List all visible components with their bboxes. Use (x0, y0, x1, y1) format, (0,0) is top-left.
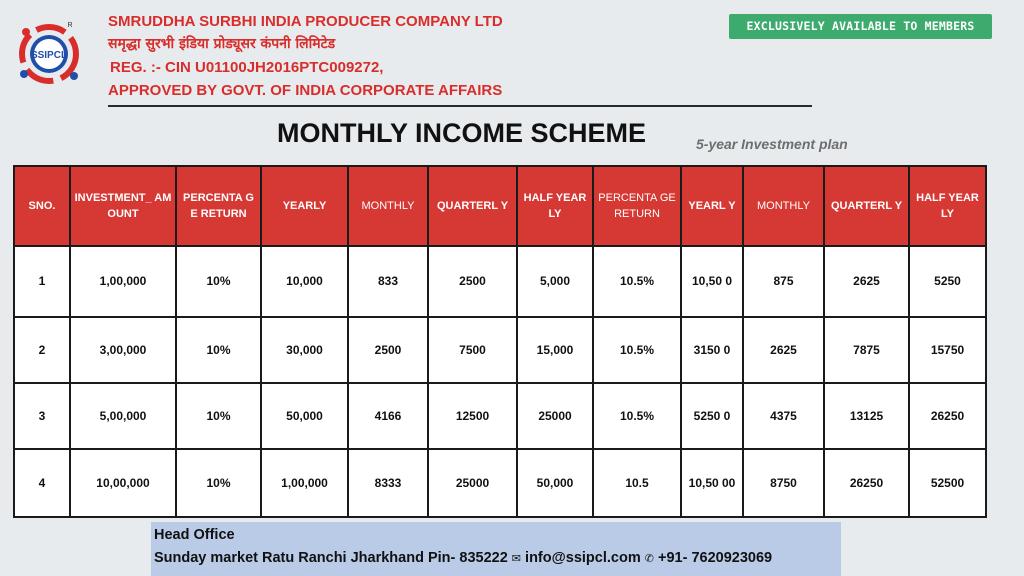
table-cell: 10.5 (593, 449, 681, 517)
header-divider (108, 105, 812, 107)
members-badge: EXCLUSIVELY AVAILABLE TO MEMBERS (729, 14, 992, 39)
page-subtitle: 5-year Investment plan (696, 136, 848, 152)
table-cell: 10,00,000 (70, 449, 176, 517)
table-header-row (14, 166, 986, 246)
table-cell: 50,000 (261, 383, 348, 449)
table-row (14, 383, 986, 449)
table-cell: 10% (176, 383, 261, 449)
table-cell: 13125 (824, 383, 909, 449)
table-cell: 10% (176, 317, 261, 383)
table-cell: 10,50 00 (681, 449, 743, 517)
table-cell: 4 (14, 449, 70, 517)
table-cell: 10.5% (593, 246, 681, 317)
table-cell: 15750 (909, 317, 986, 383)
table-cell: 1,00,000 (261, 449, 348, 517)
table-cell: 7875 (824, 317, 909, 383)
table-cell: 26250 (824, 449, 909, 517)
table-cell: 8333 (348, 449, 428, 517)
company-logo (14, 18, 84, 88)
head-office-footer (151, 522, 841, 576)
contact-line (154, 546, 838, 571)
column-header: YEARL Y (681, 166, 743, 246)
table-cell: 5,000 (517, 246, 593, 317)
table-cell: 833 (348, 246, 428, 317)
table-cell: 10,50 0 (681, 246, 743, 317)
logo-text: SSIPCL (30, 50, 68, 61)
column-header: MONTHLY (743, 166, 824, 246)
page-title: MONTHLY INCOME SCHEME (277, 118, 647, 148)
company-name-en: SMRUDDHA SURBHI INDIA PRODUCER COMPANY LTD (108, 13, 503, 30)
table-cell: 3,00,000 (70, 317, 176, 383)
table-cell: 26250 (909, 383, 986, 449)
table-cell: 2500 (428, 246, 517, 317)
table-cell: 10,000 (261, 246, 348, 317)
table-cell: 2625 (743, 317, 824, 383)
company-registration: REG. :- CIN U01100JH2016PTC009272, (110, 59, 384, 76)
table-cell: 3 (14, 383, 70, 449)
office-phone[interactable]: +91- 7620923069 (658, 550, 773, 566)
scheme-table (13, 165, 987, 518)
table-cell: 4166 (348, 383, 428, 449)
table-cell: 5250 (909, 246, 986, 317)
table-cell: 50,000 (517, 449, 593, 517)
column-header: QUARTERL Y (824, 166, 909, 246)
table-cell: 10.5% (593, 317, 681, 383)
office-email[interactable]: info@ssipcl.com (525, 550, 641, 566)
column-header: SNO. (14, 166, 70, 246)
table-cell: 52500 (909, 449, 986, 517)
company-approval: APPROVED BY GOVT. OF INDIA CORPORATE AFFAIRS (108, 82, 503, 99)
table-cell: 30,000 (261, 317, 348, 383)
table-cell: 10% (176, 246, 261, 317)
email-icon: ✉ (511, 552, 522, 565)
table-cell: 4375 (743, 383, 824, 449)
table-cell: 15,000 (517, 317, 593, 383)
column-header: HALF YEARLY (517, 166, 593, 246)
column-header: MONTHLY (348, 166, 428, 246)
table-cell: 2500 (348, 317, 428, 383)
table-cell: 2 (14, 317, 70, 383)
table-cell: 1,00,000 (70, 246, 176, 317)
column-header: PERCENTA GE RETURN (593, 166, 681, 246)
table-cell: 5250 0 (681, 383, 743, 449)
table-cell: 1 (14, 246, 70, 317)
column-header: PERCENTA GE RETURN (176, 166, 261, 246)
column-header: HALF YEARLY (909, 166, 986, 246)
table-cell: 875 (743, 246, 824, 317)
table-row (14, 246, 986, 317)
table-cell: 12500 (428, 383, 517, 449)
column-header: YEARLY (261, 166, 348, 246)
registered-mark: R (67, 22, 73, 29)
table-cell: 7500 (428, 317, 517, 383)
column-header: QUARTERL Y (428, 166, 517, 246)
table-row (14, 449, 986, 517)
table-cell: 10.5% (593, 383, 681, 449)
office-address: Sunday market Ratu Ranchi Jharkhand Pin- 835222 (154, 550, 508, 566)
table-row (14, 317, 986, 383)
column-header: INVESTMENT_ AMOUNT (70, 166, 176, 246)
company-name-hi: समृद्धा सुरभी इंडिया प्रोड्यूसर कंपनी लिमिटेड (108, 36, 336, 52)
phone-icon: ✆ (644, 552, 654, 565)
table-cell: 3150 0 (681, 317, 743, 383)
company-header (108, 10, 503, 102)
table-cell: 5,00,000 (70, 383, 176, 449)
table-cell: 8750 (743, 449, 824, 517)
table-cell: 10% (176, 449, 261, 517)
table-cell: 2625 (824, 246, 909, 317)
table-cell: 25000 (428, 449, 517, 517)
table-cell: 25000 (517, 383, 593, 449)
head-office-title: Head Office (154, 527, 235, 543)
